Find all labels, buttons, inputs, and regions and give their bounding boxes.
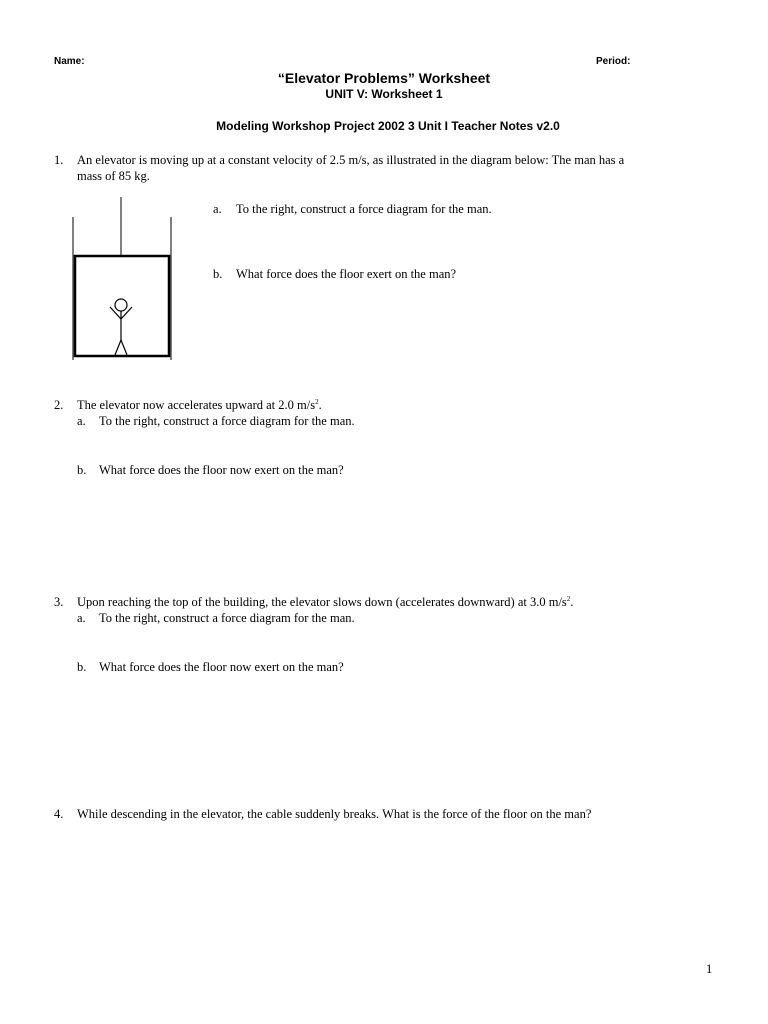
question-2a-letter: a.	[77, 414, 86, 428]
question-1-text-line1: An elevator is moving up at a constant velocity of 2.5 m/s, as illustrated in the diagram below: The man has a	[77, 153, 625, 167]
question-1b-letter: b.	[213, 267, 223, 281]
question-1-text-line2: mass of 85 kg.	[77, 169, 150, 183]
question-2b-text: What force does the floor now exert on the man?	[99, 463, 344, 477]
worksheet-subtitle: UNIT V: Worksheet 1	[325, 87, 443, 101]
question-1b-text: What force does the floor exert on the man?	[236, 267, 457, 281]
period-label: Period:	[596, 56, 631, 67]
question-2-number: 2.	[54, 398, 64, 412]
question-3b-text: What force does the floor now exert on the man?	[99, 660, 344, 674]
question-3a-text: To the right, construct a force diagram for the man.	[99, 611, 355, 625]
question-4-number: 4.	[54, 807, 64, 821]
question-4-text: While descending in the elevator, the cable suddenly breaks. What is the force of the floor on the man?	[77, 807, 592, 821]
page-number: 1	[706, 962, 713, 976]
question-3-number: 3.	[54, 595, 64, 609]
question-2a-text: To the right, construct a force diagram for the man.	[99, 414, 355, 428]
worksheet-title: “Elevator Problems” Worksheet	[277, 70, 491, 86]
question-1a-letter: a.	[213, 202, 222, 216]
question-3-text: Upon reaching the top of the building, the elevator slows down (accelerates downward) at 3.0 $m/s^2$.	[77, 594, 574, 609]
name-label: Name:	[54, 56, 85, 67]
source-line: Modeling Workshop Project 2002 3 Unit I Teacher Notes v2.0	[216, 119, 560, 133]
question-1a-text: To the right, construct a force diagram for the man.	[236, 202, 492, 216]
question-3a-letter: a.	[77, 611, 86, 625]
stick-figure-man	[110, 299, 132, 355]
question-3b-letter: b.	[77, 660, 87, 674]
question-1-number: 1.	[54, 153, 64, 167]
question-2b-letter: b.	[77, 463, 87, 477]
elevator-diagram	[60, 195, 185, 370]
question-2-text: The elevator now accelerates upward at 2.0 $m/s^2$.	[77, 397, 322, 412]
